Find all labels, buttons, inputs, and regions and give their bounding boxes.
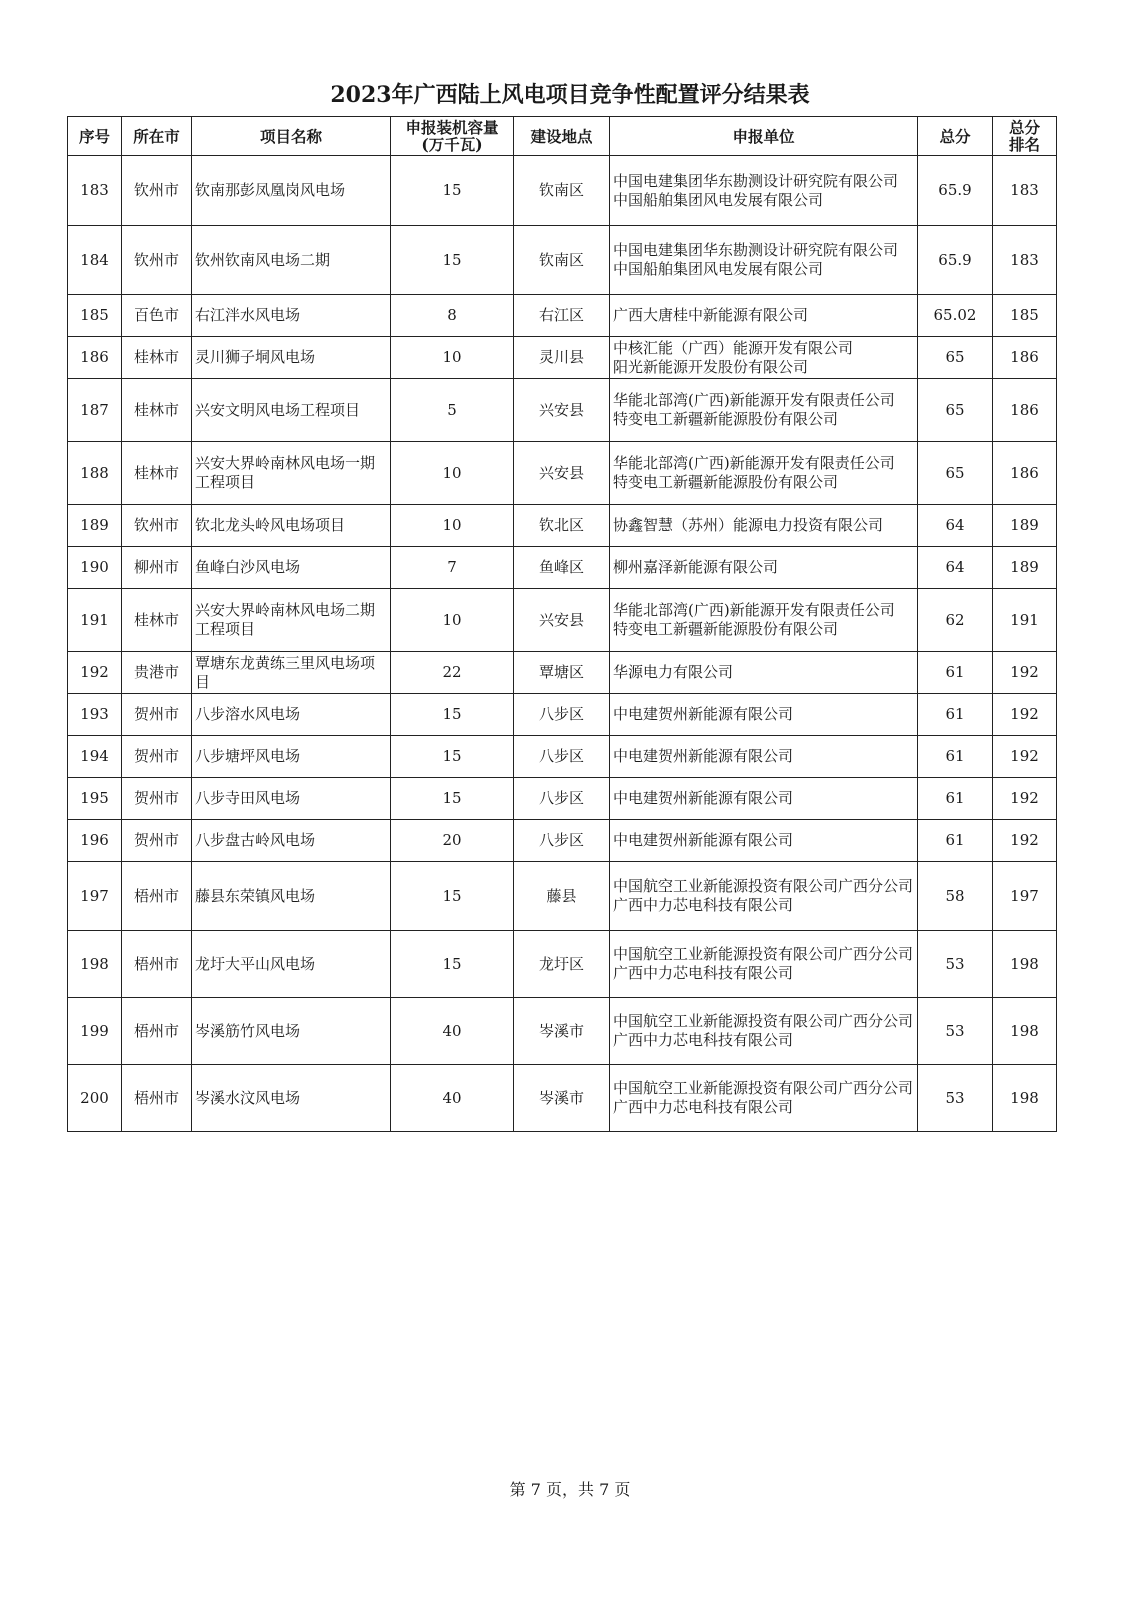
cell-capacity: 8 bbox=[391, 295, 514, 337]
cell-seq: 199 bbox=[68, 998, 122, 1065]
cell-score: 53 bbox=[918, 931, 993, 998]
unit-name: 中国电建集团华东勘测设计研究院有限公司 bbox=[613, 241, 899, 259]
cell-unit bbox=[610, 694, 918, 736]
cell-project: 八步盘古岭风电场 bbox=[192, 820, 391, 862]
unit-name: 中国航空工业新能源投资有限公司广西分公司 bbox=[613, 877, 914, 895]
cell-score: 65.9 bbox=[918, 226, 993, 295]
cell-capacity: 10 bbox=[391, 337, 514, 379]
cell-unit bbox=[610, 547, 918, 589]
cell-project: 钦北龙头岭风电场项目 bbox=[192, 505, 391, 547]
cell-score: 53 bbox=[918, 998, 993, 1065]
cell-score: 62 bbox=[918, 589, 993, 652]
cell-location: 右江区 bbox=[514, 295, 610, 337]
cell-score: 53 bbox=[918, 1065, 993, 1132]
table-row bbox=[68, 778, 1057, 820]
table-row bbox=[68, 736, 1057, 778]
header-project: 项目名称 bbox=[192, 117, 391, 156]
unit-name: 华能北部湾(广西)新能源开发有限责任公司 bbox=[613, 601, 895, 619]
cell-seq: 188 bbox=[68, 442, 122, 505]
cell-rank: 183 bbox=[993, 156, 1057, 226]
cell-unit bbox=[610, 736, 918, 778]
cell-rank: 183 bbox=[993, 226, 1057, 295]
cell-capacity: 15 bbox=[391, 862, 514, 931]
unit-name: 柳州嘉泽新能源有限公司 bbox=[613, 558, 779, 576]
cell-location: 兴安县 bbox=[514, 442, 610, 505]
cell-unit bbox=[610, 931, 918, 998]
cell-capacity: 15 bbox=[391, 226, 514, 295]
page-title: 2023年广西陆上风电项目竞争性配置评分结果表 bbox=[330, 82, 810, 108]
cell-location: 龙圩区 bbox=[514, 931, 610, 998]
unit-name: 中国船舶集团风电发展有限公司 bbox=[613, 260, 824, 278]
table-row bbox=[68, 337, 1057, 379]
table-row bbox=[68, 379, 1057, 442]
cell-unit bbox=[610, 295, 918, 337]
cell-score: 65 bbox=[918, 442, 993, 505]
unit-name: 阳光新能源开发股份有限公司 bbox=[613, 357, 809, 376]
cell-unit bbox=[610, 862, 918, 931]
cell-city: 梧州市 bbox=[122, 862, 192, 931]
header-rank-line1: 总分 bbox=[1008, 118, 1040, 137]
header-score: 总分 bbox=[918, 117, 993, 156]
cell-capacity: 10 bbox=[391, 589, 514, 652]
cell-score: 61 bbox=[918, 694, 993, 736]
table-header-row bbox=[68, 117, 1057, 156]
table-row bbox=[68, 862, 1057, 931]
cell-capacity: 22 bbox=[391, 652, 514, 694]
header-rank bbox=[993, 117, 1057, 156]
header-capacity-line2: (万千瓦) bbox=[421, 135, 483, 154]
unit-name: 广西中力芯电科技有限公司 bbox=[613, 1031, 794, 1049]
cell-seq: 195 bbox=[68, 778, 122, 820]
cell-unit bbox=[610, 1065, 918, 1132]
cell-city: 桂林市 bbox=[122, 589, 192, 652]
table-row bbox=[68, 547, 1057, 589]
cell-unit bbox=[610, 778, 918, 820]
cell-rank: 192 bbox=[993, 820, 1057, 862]
cell-location: 鱼峰区 bbox=[514, 547, 610, 589]
cell-unit bbox=[610, 652, 918, 694]
cell-capacity: 15 bbox=[391, 931, 514, 998]
cell-location: 钦北区 bbox=[514, 505, 610, 547]
table-row bbox=[68, 652, 1057, 694]
cell-unit bbox=[610, 337, 918, 379]
unit-name: 中国航空工业新能源投资有限公司广西分公司 bbox=[613, 945, 914, 963]
cell-unit bbox=[610, 442, 918, 505]
cell-seq: 183 bbox=[68, 156, 122, 226]
cell-location: 八步区 bbox=[514, 736, 610, 778]
cell-seq: 189 bbox=[68, 505, 122, 547]
cell-project: 钦南那彭凤凰岗风电场 bbox=[192, 156, 391, 226]
unit-name: 特变电工新疆新能源股份有限公司 bbox=[613, 620, 839, 638]
page-footer: 第 7 页，共 7 页 bbox=[509, 1480, 631, 1499]
cell-seq: 187 bbox=[68, 379, 122, 442]
table-row bbox=[68, 1065, 1057, 1132]
cell-location: 兴安县 bbox=[514, 379, 610, 442]
cell-capacity: 15 bbox=[391, 694, 514, 736]
header-location: 建设地点 bbox=[514, 117, 610, 156]
cell-score: 58 bbox=[918, 862, 993, 931]
cell-score: 61 bbox=[918, 820, 993, 862]
cell-rank: 198 bbox=[993, 931, 1057, 998]
cell-capacity: 5 bbox=[391, 379, 514, 442]
cell-location: 八步区 bbox=[514, 820, 610, 862]
cell-seq: 193 bbox=[68, 694, 122, 736]
cell-location: 兴安县 bbox=[514, 589, 610, 652]
cell-seq: 190 bbox=[68, 547, 122, 589]
unit-name: 广西中力芯电科技有限公司 bbox=[613, 964, 794, 982]
cell-city: 桂林市 bbox=[122, 337, 192, 379]
cell-project: 八步溶水风电场 bbox=[192, 694, 391, 736]
cell-seq: 197 bbox=[68, 862, 122, 931]
cell-project: 兴安大界岭南林风电场一期工程项目 bbox=[192, 442, 391, 505]
cell-project: 右江泮水风电场 bbox=[192, 295, 391, 337]
cell-project: 藤县东荣镇风电场 bbox=[192, 862, 391, 931]
cell-project: 八步塘坪风电场 bbox=[192, 736, 391, 778]
unit-name: 协鑫智慧（苏州）能源电力投资有限公司 bbox=[613, 516, 884, 534]
cell-city: 贺州市 bbox=[122, 820, 192, 862]
cell-rank: 191 bbox=[993, 589, 1057, 652]
cell-unit bbox=[610, 226, 918, 295]
cell-rank: 192 bbox=[993, 652, 1057, 694]
cell-project: 岑溪水汶风电场 bbox=[192, 1065, 391, 1132]
cell-unit bbox=[610, 820, 918, 862]
unit-name: 广西中力芯电科技有限公司 bbox=[613, 896, 794, 914]
cell-rank: 198 bbox=[993, 998, 1057, 1065]
cell-city: 梧州市 bbox=[122, 1065, 192, 1132]
cell-rank: 192 bbox=[993, 736, 1057, 778]
unit-name: 广西中力芯电科技有限公司 bbox=[613, 1098, 794, 1116]
cell-score: 64 bbox=[918, 505, 993, 547]
cell-unit bbox=[610, 505, 918, 547]
unit-name: 广西大唐桂中新能源有限公司 bbox=[613, 306, 809, 324]
cell-score: 64 bbox=[918, 547, 993, 589]
unit-name: 中电建贺州新能源有限公司 bbox=[613, 789, 794, 807]
cell-location: 岑溪市 bbox=[514, 998, 610, 1065]
cell-project: 兴安大界岭南林风电场二期工程项目 bbox=[192, 589, 391, 652]
cell-unit bbox=[610, 156, 918, 226]
cell-city: 桂林市 bbox=[122, 379, 192, 442]
cell-rank: 197 bbox=[993, 862, 1057, 931]
cell-location: 八步区 bbox=[514, 694, 610, 736]
unit-name: 华源电力有限公司 bbox=[613, 663, 734, 681]
cell-city: 贺州市 bbox=[122, 736, 192, 778]
unit-name: 中国航空工业新能源投资有限公司广西分公司 bbox=[613, 1012, 914, 1030]
header-seq: 序号 bbox=[68, 117, 122, 156]
cell-score: 65.9 bbox=[918, 156, 993, 226]
cell-location: 藤县 bbox=[514, 862, 610, 931]
table-row bbox=[68, 505, 1057, 547]
header-capacity-line1: 申报装机容量 bbox=[405, 118, 499, 137]
unit-name: 中电建贺州新能源有限公司 bbox=[613, 705, 794, 723]
cell-seq: 185 bbox=[68, 295, 122, 337]
cell-project: 鱼峰白沙风电场 bbox=[192, 547, 391, 589]
table-row bbox=[68, 694, 1057, 736]
cell-city: 钦州市 bbox=[122, 156, 192, 226]
cell-capacity: 15 bbox=[391, 778, 514, 820]
table-row bbox=[68, 442, 1057, 505]
cell-city: 贺州市 bbox=[122, 778, 192, 820]
cell-capacity: 7 bbox=[391, 547, 514, 589]
header-city: 所在市 bbox=[122, 117, 192, 156]
cell-rank: 189 bbox=[993, 547, 1057, 589]
cell-project: 八步寺田风电场 bbox=[192, 778, 391, 820]
cell-city: 梧州市 bbox=[122, 998, 192, 1065]
cell-rank: 185 bbox=[993, 295, 1057, 337]
table-row bbox=[68, 156, 1057, 226]
cell-project: 覃塘东龙黄练三里风电场项目 bbox=[192, 652, 391, 694]
unit-name: 特变电工新疆新能源股份有限公司 bbox=[613, 410, 839, 428]
cell-location: 覃塘区 bbox=[514, 652, 610, 694]
cell-seq: 192 bbox=[68, 652, 122, 694]
cell-capacity: 10 bbox=[391, 505, 514, 547]
cell-project: 岑溪筋竹风电场 bbox=[192, 998, 391, 1065]
cell-city: 百色市 bbox=[122, 295, 192, 337]
cell-city: 柳州市 bbox=[122, 547, 192, 589]
cell-city: 贺州市 bbox=[122, 694, 192, 736]
unit-name: 华能北部湾(广西)新能源开发有限责任公司 bbox=[613, 391, 895, 409]
cell-capacity: 15 bbox=[391, 736, 514, 778]
cell-rank: 186 bbox=[993, 337, 1057, 379]
cell-unit bbox=[610, 379, 918, 442]
unit-name: 华能北部湾(广西)新能源开发有限责任公司 bbox=[613, 454, 895, 472]
table-row bbox=[68, 998, 1057, 1065]
header-unit: 申报单位 bbox=[610, 117, 918, 156]
cell-capacity: 15 bbox=[391, 156, 514, 226]
cell-unit bbox=[610, 998, 918, 1065]
unit-name: 中国电建集团华东勘测设计研究院有限公司 bbox=[613, 171, 899, 190]
cell-project: 灵川狮子垌风电场 bbox=[192, 337, 391, 379]
cell-location: 八步区 bbox=[514, 778, 610, 820]
table-row bbox=[68, 295, 1057, 337]
cell-seq: 186 bbox=[68, 337, 122, 379]
unit-name: 中国航空工业新能源投资有限公司广西分公司 bbox=[613, 1079, 914, 1097]
cell-seq: 194 bbox=[68, 736, 122, 778]
cell-score: 61 bbox=[918, 736, 993, 778]
cell-unit bbox=[610, 589, 918, 652]
cell-capacity: 40 bbox=[391, 1065, 514, 1132]
cell-project: 钦州钦南风电场二期 bbox=[192, 226, 391, 295]
cell-score: 65 bbox=[918, 379, 993, 442]
cell-project: 兴安文明风电场工程项目 bbox=[192, 379, 391, 442]
cell-location: 钦南区 bbox=[514, 156, 610, 226]
cell-seq: 191 bbox=[68, 589, 122, 652]
cell-capacity: 40 bbox=[391, 998, 514, 1065]
cell-seq: 184 bbox=[68, 226, 122, 295]
cell-score: 65.02 bbox=[918, 295, 993, 337]
cell-project: 龙圩大平山风电场 bbox=[192, 931, 391, 998]
table-row bbox=[68, 931, 1057, 998]
cell-rank: 186 bbox=[993, 379, 1057, 442]
table-row bbox=[68, 820, 1057, 862]
cell-seq: 196 bbox=[68, 820, 122, 862]
cell-rank: 192 bbox=[993, 694, 1057, 736]
cell-rank: 192 bbox=[993, 778, 1057, 820]
cell-city: 贵港市 bbox=[122, 652, 192, 694]
table-row bbox=[68, 589, 1057, 652]
cell-seq: 200 bbox=[68, 1065, 122, 1132]
unit-name: 特变电工新疆新能源股份有限公司 bbox=[613, 473, 839, 491]
cell-rank: 189 bbox=[993, 505, 1057, 547]
unit-name: 中国船舶集团风电发展有限公司 bbox=[613, 190, 824, 209]
unit-name: 中电建贺州新能源有限公司 bbox=[613, 747, 794, 765]
cell-rank: 198 bbox=[993, 1065, 1057, 1132]
cell-city: 梧州市 bbox=[122, 931, 192, 998]
unit-name: 中核汇能（广西）能源开发有限公司 bbox=[613, 338, 854, 357]
cell-location: 钦南区 bbox=[514, 226, 610, 295]
cell-location: 灵川县 bbox=[514, 337, 610, 379]
cell-score: 65 bbox=[918, 337, 993, 379]
results-table bbox=[67, 116, 1057, 1132]
table-body bbox=[68, 156, 1057, 1132]
cell-seq: 198 bbox=[68, 931, 122, 998]
header-capacity bbox=[391, 117, 514, 156]
cell-city: 钦州市 bbox=[122, 226, 192, 295]
cell-capacity: 20 bbox=[391, 820, 514, 862]
cell-city: 钦州市 bbox=[122, 505, 192, 547]
cell-rank: 186 bbox=[993, 442, 1057, 505]
cell-score: 61 bbox=[918, 652, 993, 694]
cell-capacity: 10 bbox=[391, 442, 514, 505]
table-row bbox=[68, 226, 1057, 295]
unit-name: 中电建贺州新能源有限公司 bbox=[613, 831, 794, 849]
header-rank-line2: 排名 bbox=[1008, 135, 1040, 154]
cell-city: 桂林市 bbox=[122, 442, 192, 505]
cell-location: 岑溪市 bbox=[514, 1065, 610, 1132]
cell-score: 61 bbox=[918, 778, 993, 820]
